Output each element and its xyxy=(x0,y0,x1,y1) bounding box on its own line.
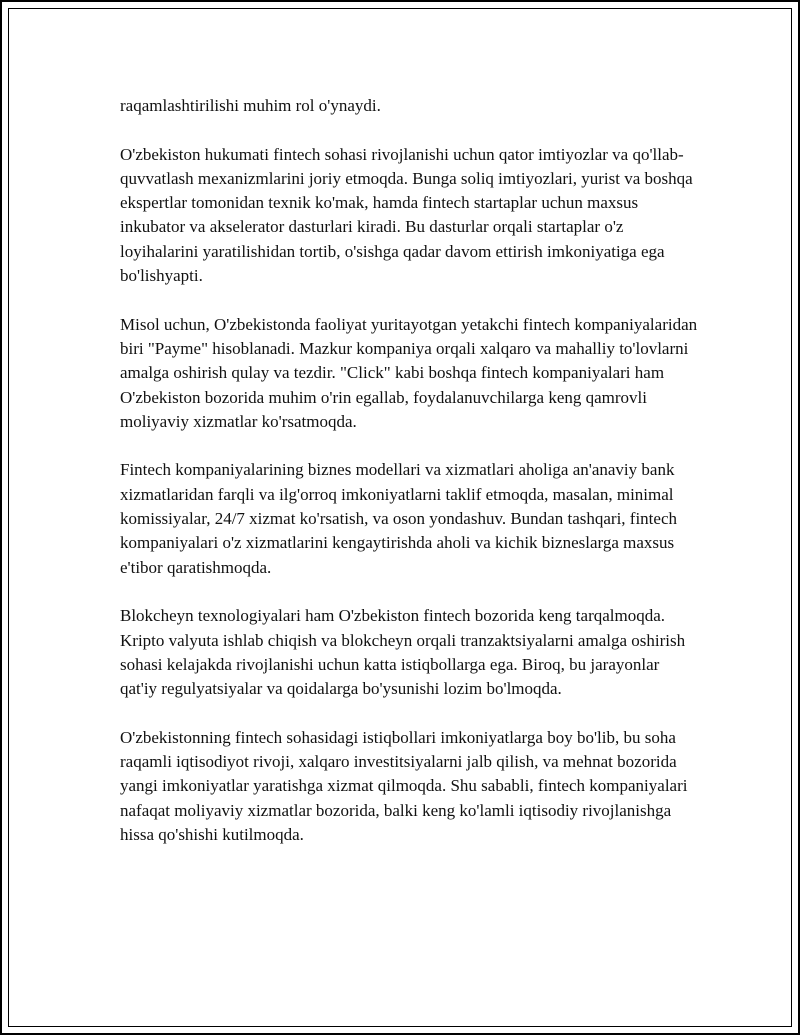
paragraph-4: Fintech kompaniyalarining biznes modellari va xizmatlari aholiga an'anaviy bank xizmatlaridan farqli va ilg'orroq imkoniyatlarni taklif etmoqda, masalan, minimal komissiyalar, 24/7 xizmat ko'rsatish, va oson yondashuv. Bundan tashqari, fintech kompaniyalari o'z xizmatlarini kengaytirishda aholi va kichik bizneslarga maxsus e'tibor qaratishmoqda. xyxy=(120,460,677,577)
paragraph-2: O'zbekiston hukumati fintech sohasi rivojlanishi uchun qator imtiyozlar va qo'llab-quvvatlash mexanizmlarini joriy etmoqda. Bunga soliq imtiyozlari, yurist va boshqa ekspertlar tomonidan texnik ko'mak, hamda fintech startaplar uchun maxsus inkubator va akselerator dasturlari kiradi. Bu dasturlar orqali startaplar o'z loyihalarini yaratilishidan tortib, o'sishga qadar davom ettirish imkoniyatiga ega bo'lishyapti. xyxy=(120,144,693,286)
paragraph-5: Blokcheyn texnologiyalari ham O'zbekiston fintech bozorida keng tarqalmoqda. Kripto valyuta ishlab chiqish va blokcheyn orqali tranzaktsiyalarni amalga oshirish sohasi kelajakda rivojlanishi uchun katta istiqbollarga ega. Biroq, bu jarayonlar qat'iy regulyatsiyalar va qoidalarga bo'ysunishi lozim bo'lmoqda. xyxy=(120,606,686,699)
paragraph-6: O'zbekistonning fintech sohasidagi istiqbollari imkoniyatlarga boy bo'lib, bu soha raqamli iqtisodiyot rivoji, xalqaro investitsiyalarni jalb qilish, va mehnat bozorida yangi imkoniyatlar yaratishga xizmat qilmoqda. Shu sababli, fintech kompaniyalari nafaqat moliyaviy xizmatlar bozorida, balki keng ko'lamli iqtisodiy rivojlanishga hissa qo'shishi kutilmoqda. xyxy=(120,727,688,844)
paragraph-1: raqamlashtirilishi muhim rol o'ynaydi. xyxy=(120,96,381,115)
paragraph-3: Misol uchun, O'zbekistonda faoliyat yuritayotgan yetakchi fintech kompaniyalaridan biri "Payme" hisoblanadi. Mazkur kompaniya orqali xalqaro va mahalliy to'lovlarni amalga oshirish qulay va tezdir. "Click" kabi boshqa fintech kompaniyalari ham O'zbekiston bozorida muhim o'rin egallab, foydalanuvchilarga keng qamrovli moliyaviy xizmatlar ko'rsatmoqda. xyxy=(120,314,698,431)
document-body xyxy=(120,94,700,872)
